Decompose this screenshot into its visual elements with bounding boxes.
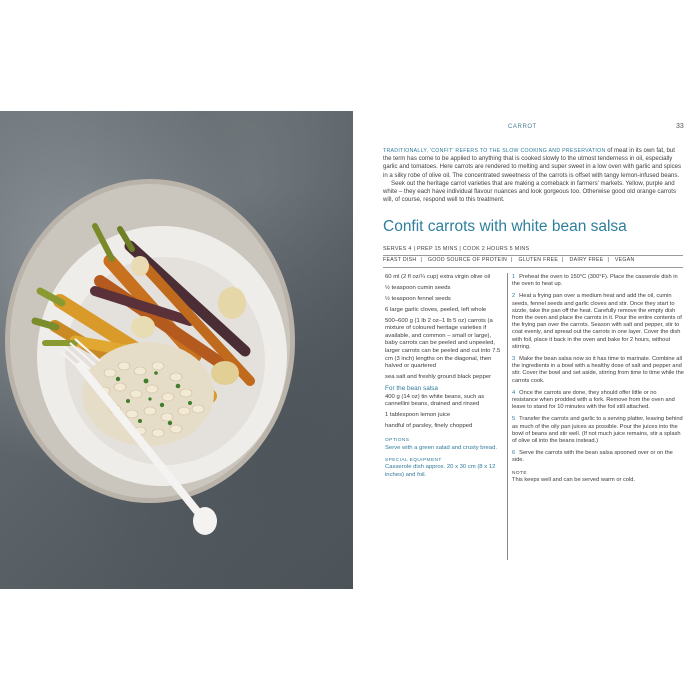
intro-paragraph-1 — [383, 147, 683, 180]
step-text: Transfer the carrots and garlic to a serving platter, leaving behind as much of the oily pan juices as possible. Pour the juices into the bowl of beans and stir well. (If not much juice remains, stir a splash of olive oil into the beans instead.) — [512, 416, 683, 445]
ingredient: 400 g (14 oz) tin white beans, such as cannellini beans, drained and rinsed — [385, 393, 485, 408]
intro-lead: TRADITIONALLY, 'CONFIT' REFERS TO THE SLOW COOKING AND PRESERVATION — [383, 148, 606, 154]
tag: GLUTEN FREE — [518, 257, 559, 263]
running-head: CARROT — [508, 124, 537, 130]
step-text: Preheat the oven to 150°C (300°F). Place the casserole dish in the oven to heat up. — [512, 274, 678, 288]
step-text: Once the carrots are done, they should offer little or no resistance when prodded with a fork. Remove from the oven and leave to stand for 10 minutes with the foil still attached. — [512, 389, 675, 411]
note-heading: NOTE — [512, 470, 527, 476]
page-number: 33 — [676, 123, 684, 130]
method-steps — [512, 274, 684, 484]
dietary-tags: FEAST DISH | GOOD SOURCE OF PROTEIN | GLUTEN FREE | DAIRY FREE | VEGAN — [383, 257, 683, 268]
step-text: Serve the carrots with the bean salsa spooned over or on the side. — [512, 450, 673, 464]
photo-illustration — [0, 111, 353, 589]
step-number: 5 — [512, 416, 516, 423]
options-body: Serve with a green salad and crusty bread. — [385, 445, 497, 452]
step-number: 1 — [512, 274, 516, 280]
step-number: 2 — [512, 293, 516, 300]
options-heading: OPTIONS — [385, 438, 410, 444]
intro-paragraph-2: Seek out the heritage carrot varieties that are making a comeback in farmers' markets. Yellow, purple and white – they each have individual flavour nuances and look gorgeous too. Otherwise good old orange carrots will, of course, respond well to this treatment. — [383, 179, 677, 204]
ingredient: ½ teaspoon cumin seeds — [385, 284, 451, 291]
serves-prep-cook: SERVES 4 | PREP 15 MINS | COOK 2 HOURS 5 MINS — [383, 246, 683, 256]
tag: VEGAN — [614, 257, 635, 263]
recipe-title: Confit carrots with white bean salsa — [383, 218, 627, 235]
step-number: 4 — [512, 389, 516, 396]
method-step — [512, 293, 684, 351]
step-number: 3 — [512, 356, 516, 363]
equipment-body: Casserole dish approx. 20 x 30 cm (8 x 12 inches) and foil. — [385, 464, 496, 478]
note-body: This keeps well and can be served warm or cold. — [512, 476, 635, 483]
ingredient: 60 ml (2 fl oz/¼ cup) extra virgin olive oil — [385, 274, 491, 280]
ingredient: 1 tablespoon lemon juice — [385, 411, 451, 418]
tag: FEAST DISH — [383, 257, 417, 263]
tag: GOOD SOURCE OF PROTEIN — [427, 257, 508, 263]
method-step — [512, 274, 684, 288]
ingredient: 500–600 g (1 lb 2 oz–1 lb 5 oz) carrots (a mixture of coloured heritage varieties if available, and common – small or large), baby carrots can be peeled and unpeeled, larger carrots can be peeled and cut into 7.5 cm (3 inch) lengths on the diagonal, then halved or quartered — [385, 317, 501, 370]
ingredients-list — [385, 274, 501, 479]
step-text: Make the bean salsa now so it has time to marinate. Combine all the ingredients in a bowl with a healthy dose of salt and pepper and stir. Cover the bowl and set aside, stirring from time to time while the carrots cook. — [512, 356, 684, 384]
equipment-heading: SPECIAL EQUIPMENT — [385, 457, 442, 463]
ingredient: handful of parsley, finely chopped — [385, 422, 473, 429]
tag: DAIRY FREE — [569, 257, 604, 263]
recipe-photo — [0, 111, 353, 589]
intro-text — [383, 147, 683, 204]
intro-p1-rest: of meat in its own fat, but the term has come to be applied to anything that is cooked slowly to the utmost tenderness in oil, especially garlic and tomatoes. Here carrots are rendered to melting and super sweet in a low oven with garlic and spices in a silky robe of olive oil. The concentrated sweetness of the carrots is offset with tangy lemon-infused beans. — [383, 147, 682, 179]
column-divider — [507, 273, 508, 560]
bean-salsa-heading: For the bean salsa — [385, 384, 438, 392]
method-step — [512, 356, 684, 385]
method-step — [512, 416, 684, 445]
method-step — [512, 450, 684, 464]
ingredient: ½ teaspoon fennel seeds — [385, 295, 451, 302]
step-text: Heat a frying pan over a medium heat and add the oil, cumin seeds, fennel seeds and garlic cloves and stir. Once they start to sizzle, take the pan off the heat. Carefully remove the empty dish from the oven and place the carrots in it. Pour the entire contents of the frying pan over the carrots. Season with salt and pepper, stir to coat evenly, and spread out the carrots in one layer. Cover the dish with foil, place it back in the oven and bake for 2 hours, without stirring. — [512, 293, 682, 350]
method-step — [512, 390, 684, 412]
ingredient: sea salt and freshly ground black pepper — [385, 374, 492, 381]
step-number: 6 — [512, 450, 516, 457]
ingredient: 6 large garlic cloves, peeled, left whole — [385, 306, 487, 313]
